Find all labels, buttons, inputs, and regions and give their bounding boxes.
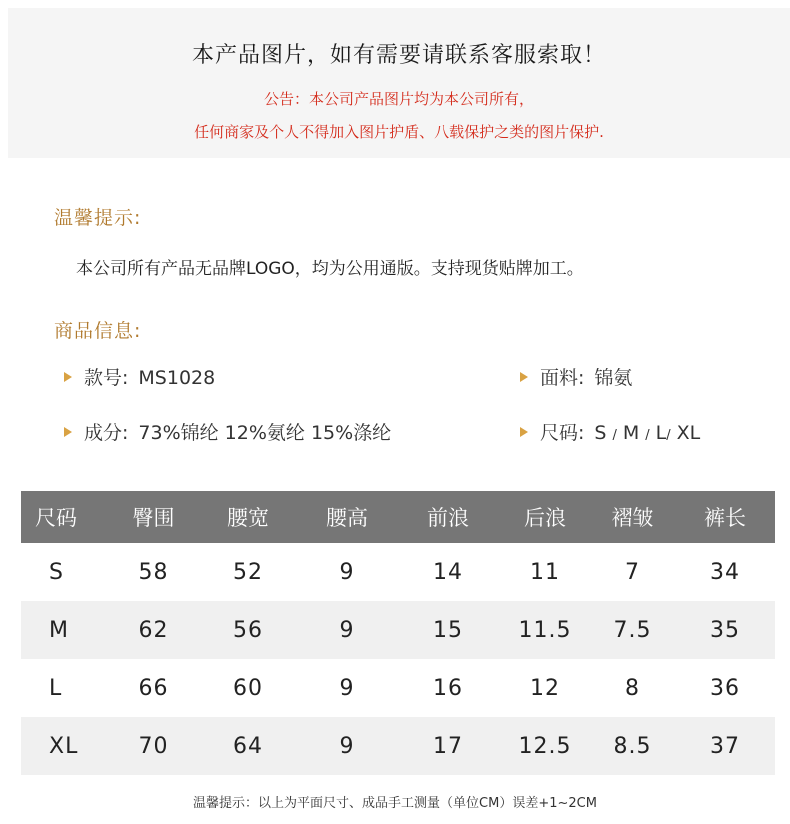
table-cell: 12.5 bbox=[500, 717, 590, 775]
table-cell: 9 bbox=[339, 675, 355, 701]
table-cell: 58 bbox=[138, 559, 169, 585]
table-cell: 60 bbox=[233, 675, 263, 701]
table-cell: 17 bbox=[396, 717, 500, 775]
notice-banner bbox=[8, 8, 790, 158]
tip-text: 本公司所有产品无品牌LOGO，均为公用通版。支持现货贴牌加工。 bbox=[76, 259, 584, 279]
table-cell: 36 bbox=[710, 675, 740, 701]
table-cell: XL bbox=[21, 717, 109, 775]
attr-sizes bbox=[520, 418, 700, 445]
table-cell: 62 bbox=[109, 601, 198, 659]
bullet-arrow-icon bbox=[520, 372, 528, 382]
product-info-heading: 商品信息: bbox=[54, 320, 142, 342]
attr-label: 面料: bbox=[540, 367, 585, 389]
table-cell: 16 bbox=[433, 675, 463, 701]
attr-style-number bbox=[64, 363, 215, 390]
table-cell: 14 bbox=[433, 559, 463, 585]
column-header: 臀围 bbox=[109, 491, 198, 543]
size-option: S bbox=[594, 422, 607, 444]
measurement-note: 温馨提示：以上为平面尺寸、成品手工测量（单位CM）误差+1~2CM bbox=[193, 796, 597, 811]
attr-label: 成分: bbox=[84, 422, 129, 444]
table-cell: M bbox=[21, 601, 109, 659]
table-cell: S bbox=[49, 559, 64, 585]
notice-title: 本产品图片，如有需要请联系客服索取！ bbox=[191, 43, 606, 68]
table-cell: 11 bbox=[530, 559, 560, 585]
size-list bbox=[594, 422, 700, 444]
attr-label: 尺码: bbox=[540, 422, 585, 444]
size-option: M bbox=[622, 422, 640, 444]
table-cell: 9 bbox=[298, 601, 396, 659]
bullet-arrow-icon bbox=[64, 372, 72, 382]
column-header: 后浪 bbox=[500, 491, 590, 543]
notice-line-1: 公告：本公司产品图片均为本公司所有， bbox=[263, 90, 534, 108]
size-separator: / bbox=[612, 428, 617, 443]
attr-fabric bbox=[520, 363, 632, 390]
table-cell: 64 bbox=[198, 717, 298, 775]
table-cell: 8 bbox=[625, 675, 640, 701]
attr-value: MS1028 bbox=[138, 367, 216, 389]
table-header-row bbox=[21, 491, 775, 543]
table-cell: 35 bbox=[675, 601, 775, 659]
bullet-arrow-icon bbox=[520, 427, 528, 437]
table-cell: 7.5 bbox=[590, 601, 675, 659]
table-cell: 8.5 bbox=[590, 717, 675, 775]
attr-composition bbox=[64, 418, 391, 445]
table-cell: 9 bbox=[339, 559, 355, 585]
attr-value: 73%锦纶 12%氨纶 15%涤纶 bbox=[138, 422, 392, 444]
column-header: 褶皱 bbox=[590, 491, 675, 543]
size-option: XL bbox=[676, 422, 701, 444]
size-separator: / bbox=[666, 428, 671, 443]
column-header: 裤长 bbox=[675, 491, 775, 543]
size-separator: / bbox=[645, 428, 650, 443]
table-row bbox=[21, 543, 775, 601]
column-header: 尺码 bbox=[21, 491, 109, 543]
attr-value: 锦氨 bbox=[594, 367, 633, 389]
column-header: 腰宽 bbox=[198, 491, 298, 543]
table-cell: 11.5 bbox=[500, 601, 590, 659]
table-cell: 9 bbox=[298, 717, 396, 775]
tip-heading: 温馨提示: bbox=[54, 207, 142, 229]
table-row bbox=[21, 659, 775, 717]
table-row bbox=[21, 717, 775, 775]
bullet-arrow-icon bbox=[64, 427, 72, 437]
table-cell: 66 bbox=[138, 675, 169, 701]
column-header: 前浪 bbox=[396, 491, 500, 543]
table-cell: 34 bbox=[710, 559, 740, 585]
table-cell: 37 bbox=[675, 717, 775, 775]
table-cell: 12 bbox=[530, 675, 560, 701]
size-chart-table bbox=[21, 491, 775, 775]
table-cell: 70 bbox=[109, 717, 198, 775]
table-row bbox=[21, 601, 775, 659]
attr-label: 款号: bbox=[84, 367, 129, 389]
table-cell: 15 bbox=[396, 601, 500, 659]
notice-line-2: 任何商家及个人不得加入图片护盾、八载保护之类的图片保护. bbox=[194, 123, 604, 141]
table-cell: 7 bbox=[625, 559, 640, 585]
table-cell: L bbox=[49, 675, 63, 701]
table-cell: 56 bbox=[198, 601, 298, 659]
size-option: L bbox=[655, 422, 667, 444]
table-cell: 52 bbox=[233, 559, 263, 585]
column-header: 腰高 bbox=[298, 491, 396, 543]
